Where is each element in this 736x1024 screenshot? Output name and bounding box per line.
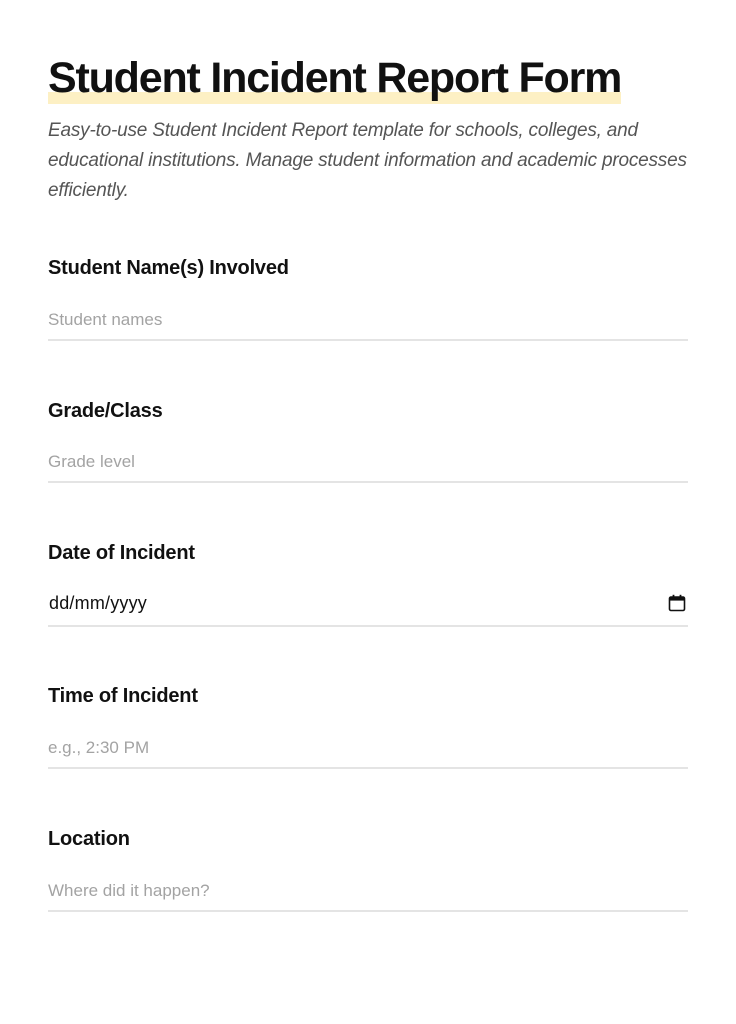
title-wrap [48, 52, 621, 104]
time-input[interactable] [48, 729, 688, 769]
date-format-text: dd/mm/yyyy [49, 593, 148, 613]
location-label: Location [48, 828, 130, 850]
page-title: Student Incident Report Form [48, 54, 622, 102]
student-names-input[interactable] [48, 301, 688, 341]
time-field [48, 683, 688, 769]
grade-class-field [48, 398, 688, 483]
calendar-icon[interactable] [668, 594, 686, 612]
grade-class-input[interactable] [48, 443, 688, 483]
location-field [48, 826, 688, 912]
location-input[interactable] [48, 872, 688, 912]
student-names-field [48, 255, 688, 341]
date-label: Date of Incident [48, 542, 195, 564]
grade-class-label: Grade/Class [48, 400, 163, 422]
date-field [48, 540, 688, 627]
student-names-label: Student Name(s) Involved [48, 257, 289, 279]
date-input[interactable] [48, 587, 688, 627]
form-description: Easy-to-use Student Incident Report template for schools, colleges, and educational institutions. Manage student information and academic processes efficiently. [48, 120, 687, 201]
time-label: Time of Incident [48, 685, 198, 707]
